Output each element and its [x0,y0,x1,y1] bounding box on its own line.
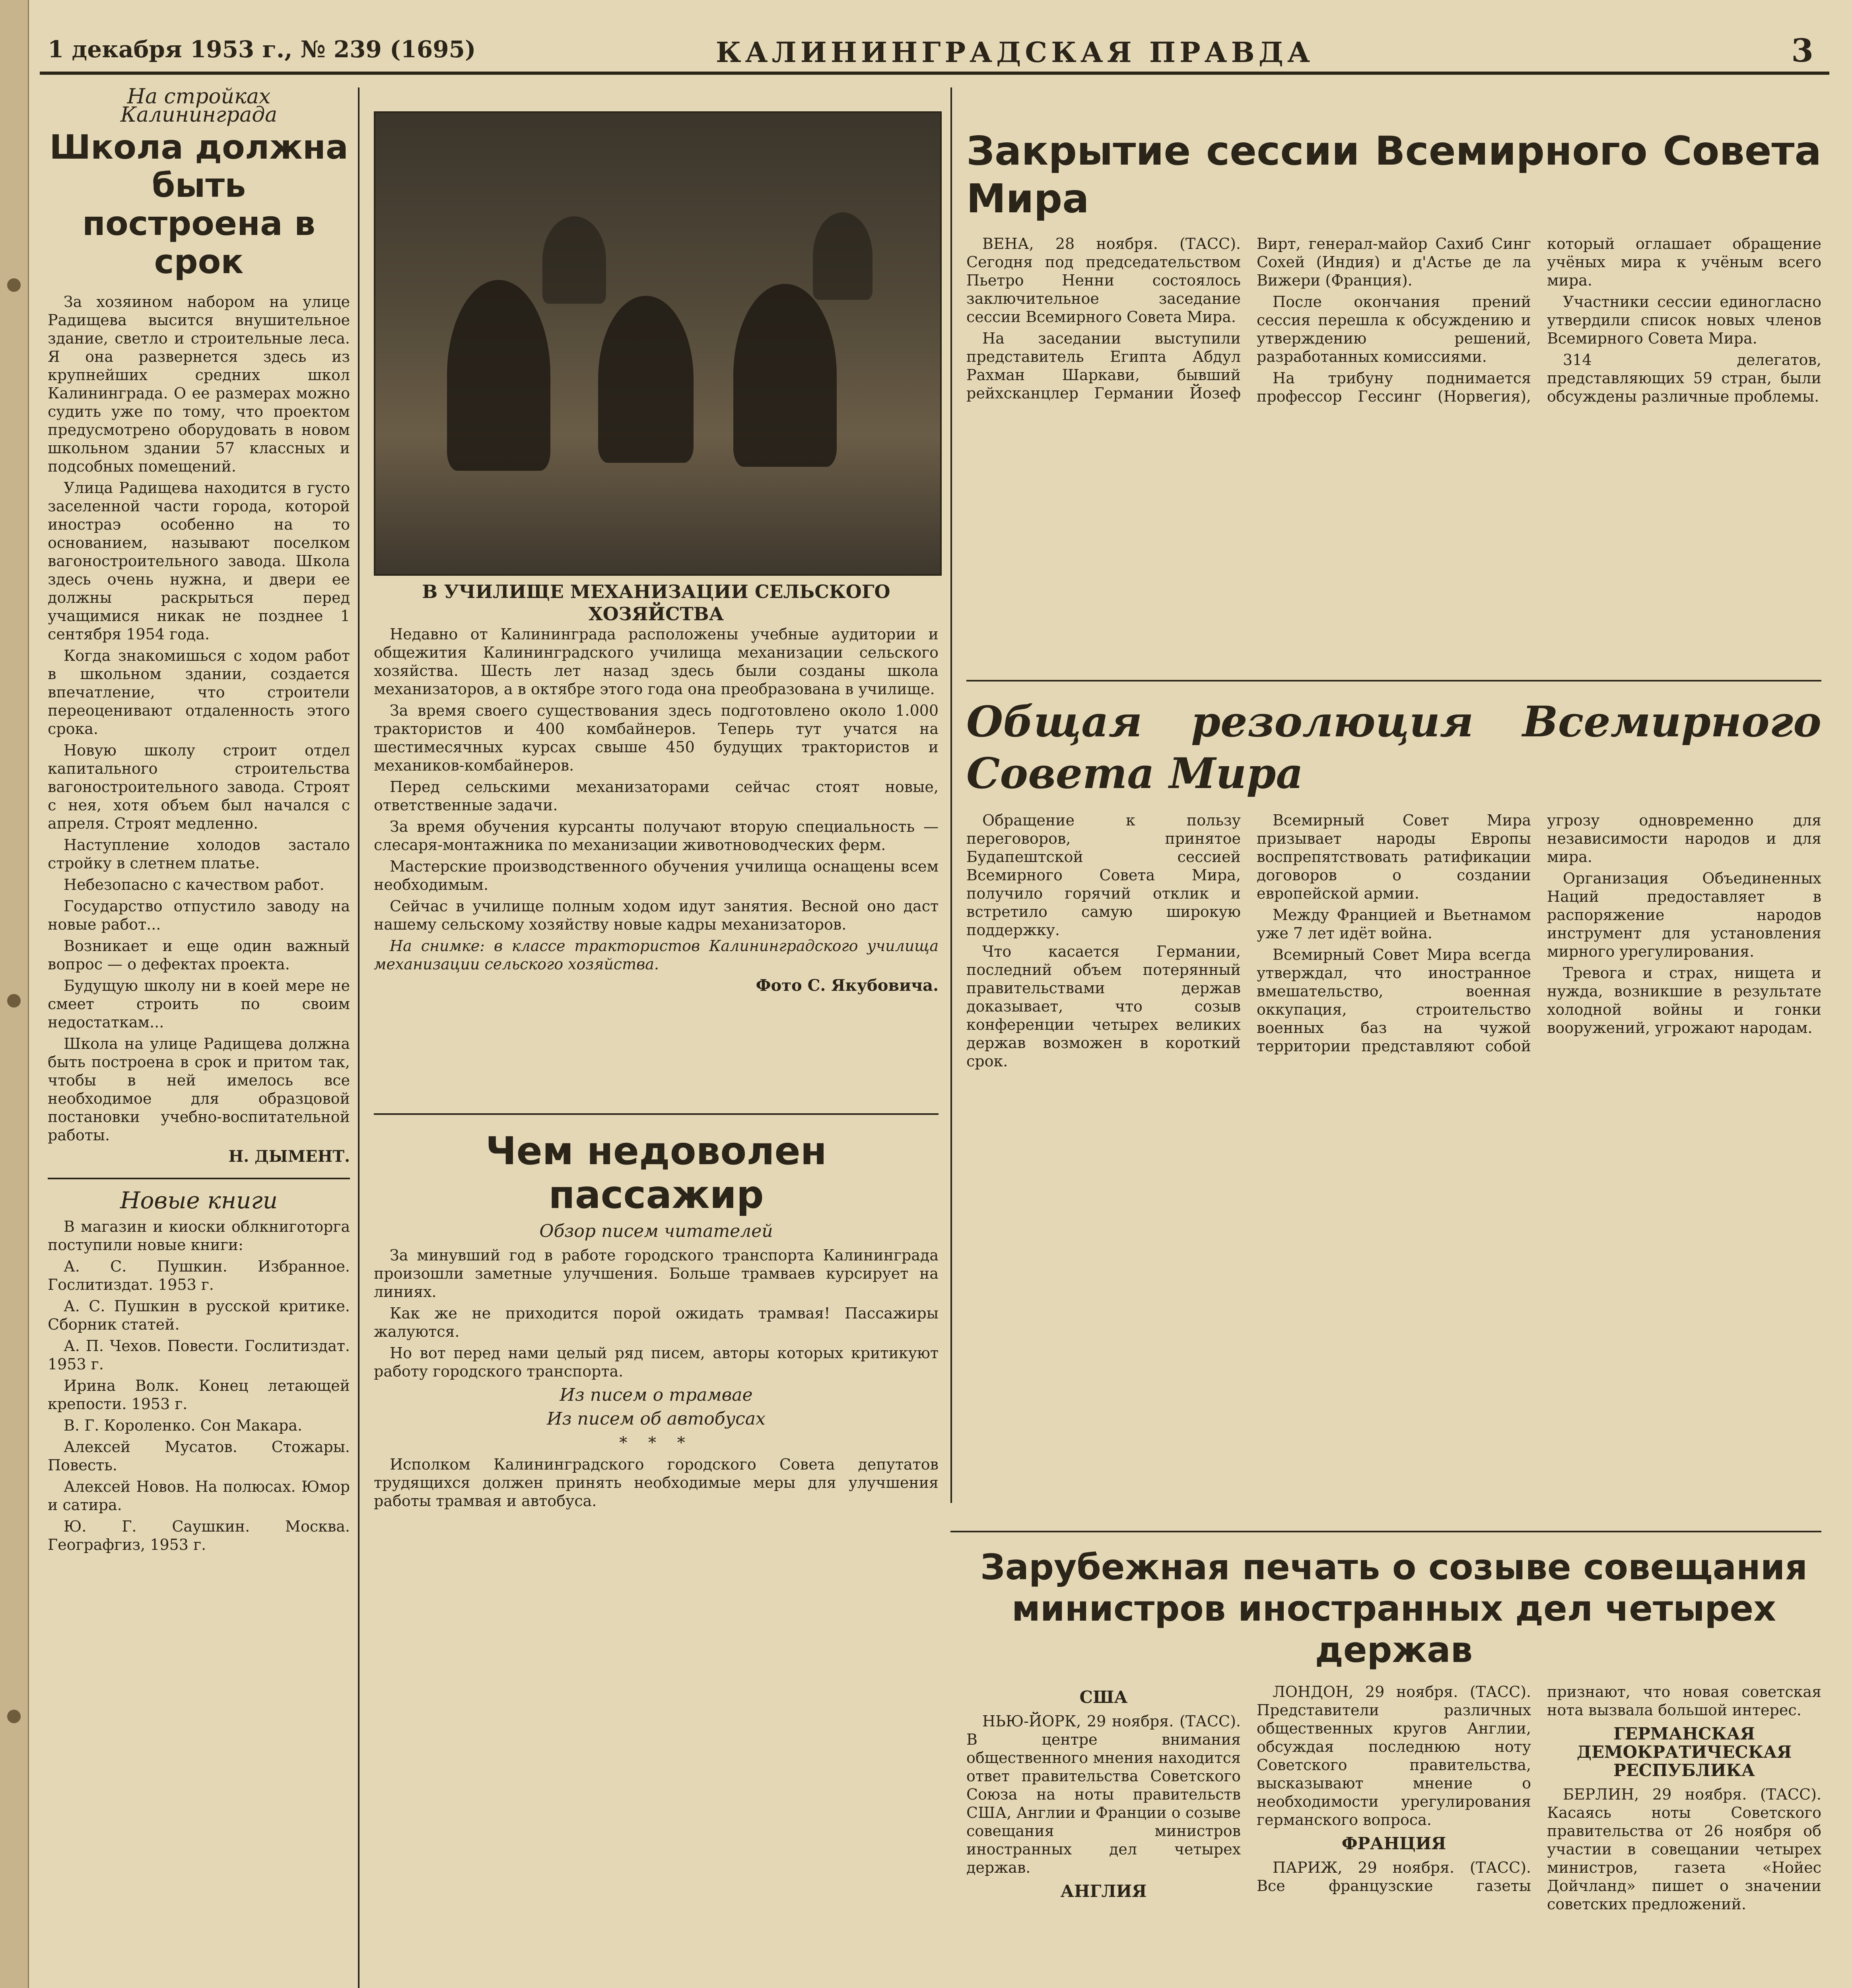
article-paragraph: Как же не приходится порой ожидать трамвая! Пассажиры жалуются. [374,1305,939,1340]
article-paragraph: Сейчас в училище полным ходом идут занятия. Весной оно даст нашему сельскому хозяйству новые кадры механизаторов. [374,897,939,933]
article-paragraph: Всемирный Совет Мира призывает народы Европы воспрепятствовать ратификации договоров о создании европейской армии. [1257,812,1531,902]
article-paragraph: Тревога и страх, нищета и нужда, возникшие в результате холодной войны и гонки вооружений, угрожают народам. [1547,964,1821,1037]
article-paragraph: 314 делегатов, представляющих 59 стран, были обсуждены различные проблемы. [1547,351,1821,405]
article-paragraph: Государство отпустило заводу на новые работ... [48,897,350,933]
article-body [966,811,1821,1070]
article-headline: министров иностранных дел четырех держав [1012,1588,1776,1670]
book-item: Ю. Г. Саушкин. Москва. Географгиз, 1953 г. [48,1518,350,1553]
binding-hole [7,278,21,292]
article-paragraph: За хозяином набором на улице Радищева высится внушительное здание, светло и строительные леса. Я она развернется здесь из крупнейших средних школ Калининграда. О ее размерах можно судить уже по тому, что проектом предусмотрено оборудовать в новом школьном здании 57 классных и подсобных помещений. [48,293,350,475]
section-rule [374,1113,939,1115]
article-paragraph: Организация Объединенных Наций предоставляет в распоряжение народов инструмент для установления мирного урегулирования. [1547,870,1821,960]
article-paragraph: Новую школу строит отдел капитального строительства вагоностроительного завода. Строят с нея, хотя объем был начался с апреля. Строят медленно. [48,742,350,832]
article-headline: Школа должна быть построена в срок [49,128,348,281]
article-paragraph: Наступление холодов застало стройку в слетнем платье. [48,836,350,872]
article-byline: Н. ДЫМЕНТ. [228,1147,350,1166]
article-paragraph: За время обучения курсанты получают вторую специальность — слесаря-монтажника по механизации животноводческих ферм. [374,818,939,854]
book-item: А. С. Пушкин. Избранное. Гослитиздат. 1953 г. [48,1258,350,1293]
page-binding [0,0,29,1988]
column-rule [950,87,952,1503]
article-headline: Общая резолюция Всемирного Совета Мира [966,697,1821,798]
book-item: В. Г. Короленко. Сон Макара. [64,1417,303,1434]
article-headline: Закрытие сессии Всемирного Совета Мира [966,128,1821,222]
passenger-letters-article [374,1129,939,1513]
article-paragraph: Между Францией и Вьетнамом уже 7 лет идёт война. [1257,906,1531,942]
article-paragraph: Всемирный Совет Мира всегда утверждал, что иностранное вмешательство, военная оккупация, строительство военных баз на чужой территории представляют собой угрозу одновременно для независимости народов и для мира. [1257,812,1821,1055]
country-label: ГЕРМАНСКАЯ ДЕМОКРАТИЧЕСКАЯ РЕСПУБЛИКА [1576,1724,1792,1780]
newspaper-page [40,24,1829,1988]
article-paragraph: Улица Радищева находится в густо заселенной части города, которой иностраэ особенно на то основанием, называют поселком вагоностроительного завода. Школа здесь очень нужна, и двери ее должны раскрыться перед учащимися никак не позднее 1 сентября 1954 года. [48,479,350,643]
section-title: Новые книги [120,1187,278,1214]
book-item: А. С. Пушкин в русской критике. Сборник статей. [48,1297,350,1333]
article-paragraph: Небезопасно с качеством работ. [64,876,325,893]
masthead-rule [40,72,1829,75]
book-item: Ирина Волк. Конец летающей крепости. 1953 г. [48,1377,350,1413]
new-books-section [48,1178,350,1554]
article-kicker: На стройках Калининграда [120,85,278,127]
article-body [966,1683,1821,1913]
article-paragraph: Школа на улице Радищева должна быть построена в срок и притом так, чтобы в ней имелось все необходимое для образцовой постановки учебно-воспитательной работы. [48,1035,350,1144]
page-number: 3 [1791,32,1813,69]
article-paragraph: Недавно от Калининграда расположены учебные аудитории и общежития Калининградского училища механизации сельского хозяйства. Шесть лет назад здесь были созданы школа механизаторов, а в октябре этого года она преобразована в училище. [374,625,939,698]
article-paragraph: За время своего существования здесь подготовлено около 1.000 трактористов и 400 комбайнеров. Теперь тут учатся на шестимесячных курсах свыше 450 будущих трактористов и механиков-комбайнеров. [374,702,939,774]
article-subhead: Обзор писем читателей [539,1221,773,1241]
newspaper-title: КАЛИНИНГРАДСКАЯ ПРАВДА [716,36,1314,69]
article-paragraph: ЛОНДОН, 29 ноября. (ТАСС). Представители различных общественных кругов Англии, обсуждая последнюю ноту Советского правительства, высказывают мнение о необходимости урегулирования германского вопроса. [1257,1683,1531,1829]
article-paragraph: На заседании выступили представитель Египта Абдул Рахман Шаркави, бывший рейхсканцлер Германии Йозеф Вирт, генерал-майор Сахиб Синг Сохей (Индия) и д'Астье де ла Вижери (Франция). [966,235,1531,402]
section-subhead: Из писем о трамвае [560,1385,753,1405]
mechanization-school-article [374,580,939,995]
article-paragraph: ПАРИЖ, 29 ноября. (ТАСС). Все французские газеты признают, что новая советская нота вызвала большой интерес. [1257,1683,1821,1895]
section-divider: * * * [619,1434,693,1452]
photo-credit: Фото С. Якубовича. [756,976,939,995]
article-headline: В УЧИЛИЩЕ МЕХАНИЗАЦИИ СЕЛЬСКОГО ХОЗЯЙСТВА [422,581,890,625]
article-paragraph: ВЕНА, 28 ноября. (ТАСС). Сегодня под председательством Пьетро Ненни состоялось заключительное заседание сессии Всемирного Совета Мира. [966,235,1241,326]
article-headline: Чем недоволен пассажир [486,1129,827,1217]
foreign-press-article [966,1547,1821,1913]
article-headline: Зарубежная печать о созыве совещания [980,1547,1807,1588]
article-paragraph: Будущую школу ни в коей мере не смеет строить по своим недостаткам... [48,977,350,1031]
article-paragraph: За минувший год в работе городского транспорта Калининграда произошли заметные улучшения. Больше трамваев курсирует на линиях. [374,1246,939,1301]
section-subhead: Из писем об автобусах [547,1409,766,1429]
issue-date: 1 декабря 1953 г., № 239 (1695) [48,36,476,63]
wpc-closing-article [966,127,1821,406]
country-label: США [1079,1687,1128,1707]
photo-figures [375,113,940,574]
article-paragraph: Исполком Калининградского городского Совета депутатов трудящихся должен принять необходимые меры для улучшения работы трамвая и автобуса. [374,1456,939,1510]
photo-description: На снимке: в классе трактористов Калининградского училища механизации сельского хозяйства. [374,937,939,973]
article-body [966,235,1821,406]
article-paragraph: Что касается Германии, последний объем потерянный правительствами держав доказывает, что созыв конференции четырех великих держав возможен в короткий срок. [966,943,1241,1070]
article-paragraph: НЬЮ-ЙОРК, 29 ноября. (ТАСС). В центре внимания общественного мнения находится ответ правительства Советского Союза на ноты правительств США, Англии и Франции о созыве совещания министров иностранных дел четырех держав. [966,1712,1241,1876]
column-rule [358,87,360,1988]
article-paragraph: После окончания прений сессия перешла к обсуждению и утверждению решений, разработанных комиссиями. [1257,293,1531,365]
binding-hole [7,1710,21,1723]
article-paragraph: Обращение к пользу переговоров, принятое Будапештской сессией Всемирного Совета Мира, получило горячий отклик и встретило самую широкую поддержку. [966,812,1241,939]
article-paragraph: Перед сельскими механизаторами сейчас стоят новые, ответственные задачи. [374,778,939,814]
article-paragraph: Участники сессии единогласно утвердили список новых членов Всемирного Совета Мира. [1547,293,1821,347]
article-paragraph: Возникает и еще один важный вопрос — о дефектах проекта. [48,937,350,973]
section-rule [966,680,1821,681]
article-paragraph: Мастерские производственного обучения училища оснащены всем необходимым. [374,858,939,893]
country-label: АНГЛИЯ [1060,1881,1147,1901]
article-paragraph: Но вот перед нами целый ряд писем, авторы которых критикуют работу городского транспорта. [374,1344,939,1380]
classroom-photo [374,111,942,576]
book-item: А. П. Чехов. Повести. Гослитиздат. 1953 г. [48,1337,350,1373]
country-label: ФРАНЦИЯ [1341,1834,1446,1853]
book-item: Алексей Новов. На полюсах. Юмор и сатира. [48,1478,350,1514]
book-item: Алексей Мусатов. Стожары. Повесть. [48,1438,350,1474]
article-paragraph: БЕРЛИН, 29 ноября. (ТАСС). Касаясь ноты Советского правительства от 26 ноября об участии в совещании четырех министров, газета «Нойес Дойчланд» пишет о значении советских предложений. [1547,1786,1821,1913]
article-paragraph: Когда знакомишься с ходом работ в школьном здании, создается впечатление, что строители переоценивают отдаленность этого срока. [48,647,350,738]
school-article [48,87,350,1557]
general-resolution-article [966,696,1821,1070]
article-paragraph: На трибуну поднимается профессор Гессинг (Норвегия), который оглашает обращение учёных мира к учёным всего мира. [1257,235,1821,405]
section-rule [950,1531,1821,1532]
binding-hole [7,994,21,1008]
books-intro: В магазин и киоски облкниготорга поступили новые книги: [48,1218,350,1254]
